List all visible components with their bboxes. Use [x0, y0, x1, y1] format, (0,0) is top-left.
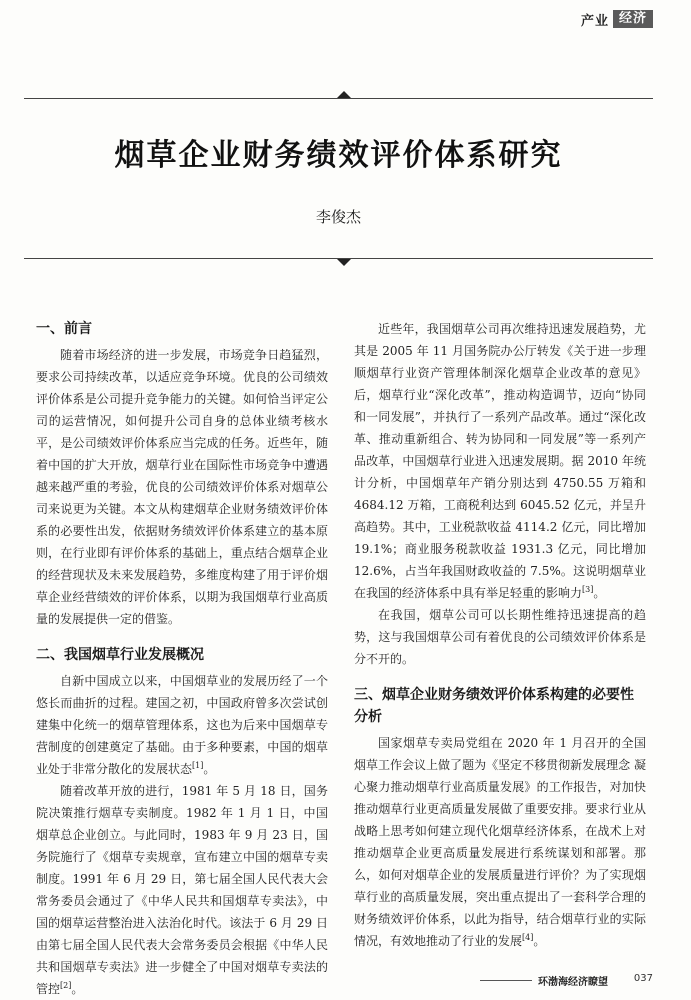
paragraph: 近些年，我国烟草公司再次维持迅速发展趋势，尤其是 2005 年 11 月国务院办公厅转发《关于进一步理顺烟草行业资产管理体制深化烟草企业改革的意见》后，烟草行业“深化改革”，推动构造调节，迈向“协同和一同发展”，并执行了一系列产品改革。通过“深化改革、推动重新组合、转为协同和一同发展”等一系列产品改革，中国烟草行业进入迅速发展期。据 2010 年统计分析，中国烟草年产销分别达到 4750.55 万箱和 4684.12 万箱，工商税利达到 6045.52 亿元，并呈升高趋势。其中，工业税款收益 4114.2 亿元，同比增加 19.1%；商业服务税款收益 1931.3 亿元，同比增加 12.6%，占当年我国财政收益的 7.5%。这说明烟草业在我国的经济体系中具有举足轻重的影响力[3]。 — [354, 322, 646, 600]
article-author: 李俊杰 — [315, 208, 361, 226]
section-heading-3: 三、烟草企业财务绩效评价体系构建的必要性分析 — [354, 687, 634, 725]
paragraph: 自新中国成立以来，中国烟草业的发展历经了一个悠长而曲折的过程。建国之初，中国政府曾多次尝试创建集中化统一的烟草管理体系，这也为后来中国烟草专营制度的创建奠定了基础。由于多种要素，中国的烟草业处于非常分散化的发展状态[1]。 — [36, 674, 328, 776]
section-tag — [581, 10, 653, 28]
footer-rule — [480, 980, 532, 981]
triangle-down-icon — [337, 259, 351, 266]
section-tag-economy: 经济 — [613, 10, 653, 28]
reference-mark: [1] — [192, 761, 204, 770]
paragraph: 国家烟草专卖局党组在 2020 年 1 月召开的全国烟草工作会议上做了题为《坚定不移贯彻新发展理念 凝心聚力推动烟草行业高质量发展》的工作报告，对加快推动烟草行业更高质量发展做了重要安排。要求行业从战略上思考如何建立现代化烟草经济体系，在战术上对推动烟草企业更高质量发展进行系统谋划和部署。那么，如何对烟草企业的发展质量进行评价？为了实现烟草行业的高质量发展，突出重点提出了一套科学合理的财务绩效评价体系，以此为指导，结合烟草行业的实际情况，有效地推动了行业的发展[4]。 — [354, 736, 646, 948]
reference-mark: [3] — [582, 585, 594, 594]
reference-mark: [4] — [522, 933, 534, 942]
left-column — [36, 318, 328, 1000]
section-tag-industry: 产业 — [580, 13, 609, 29]
right-column — [354, 318, 646, 952]
paragraph: 随着改革开放的进行，1981 年 5 月 18 日，国务院决策推行烟草专卖制度。1982 年 1 月 1 日，中国烟草总企业创立。与此同时，1983 年 9 月 23 日，国务院施行了《烟草专卖规章，宣布建立中国的烟草专卖制度。1991 年 6 月 29 日，第七届全国人民代表大会常务委员会通过了《中华人民共和国烟草专卖法》，中国的烟草运营整治进入法治化时代。该法于 6 月 29 日由第七届全国人民代表大会常务委员会根据《中华人民共和国烟草专卖法》进一步健全了中国对烟草专卖法的管控[2]。 — [36, 784, 328, 996]
article-title: 烟草企业财务绩效评价体系研究 — [114, 138, 563, 173]
reference-mark: [2] — [60, 981, 72, 990]
paragraph: 在我国，烟草公司可以长期性维持迅速提高的趋势，这与我国烟草公司有着优良的公司绩效评价体系是分不开的。 — [354, 608, 646, 666]
triangle-up-icon — [337, 91, 351, 98]
journal-name: 环渤海经济瞭望 — [538, 977, 608, 988]
section-heading-2: 二、我国烟草行业发展概况 — [36, 647, 204, 663]
top-rule — [24, 98, 653, 99]
paragraph: 随着市场经济的进一步发展，市场竞争日趋猛烈，要求公司持续改革，以适应竞争环境。优良的公司绩效评价体系是公司提升竞争能力的关键。如何恰当评定公司的运营情况，如何提升公司自身的总体业绩考核水平，是公司绩效评价体系应当完成的任务。近些年，随着中国的扩大开放，烟草行业在国际性市场竞争中遭遇越来越严重的考验，优良的公司绩效评价体系对烟草公司来说更为关键。本文从构建烟草企业财务绩效评价体系的必要性出发，依据财务绩效评价体系建立的基本原则，在行业即有评价体系的基础上，重点结合烟草企业的经营现状及未来发展趋势，多维度构建了用于评价烟草企业经营绩效的评价体系，以期为我国烟草行业高质量的发展提供一定的借鉴。 — [36, 348, 328, 626]
page-number: 037 — [633, 973, 653, 984]
page-footer — [0, 972, 691, 988]
section-heading-1: 一、前言 — [36, 321, 92, 337]
